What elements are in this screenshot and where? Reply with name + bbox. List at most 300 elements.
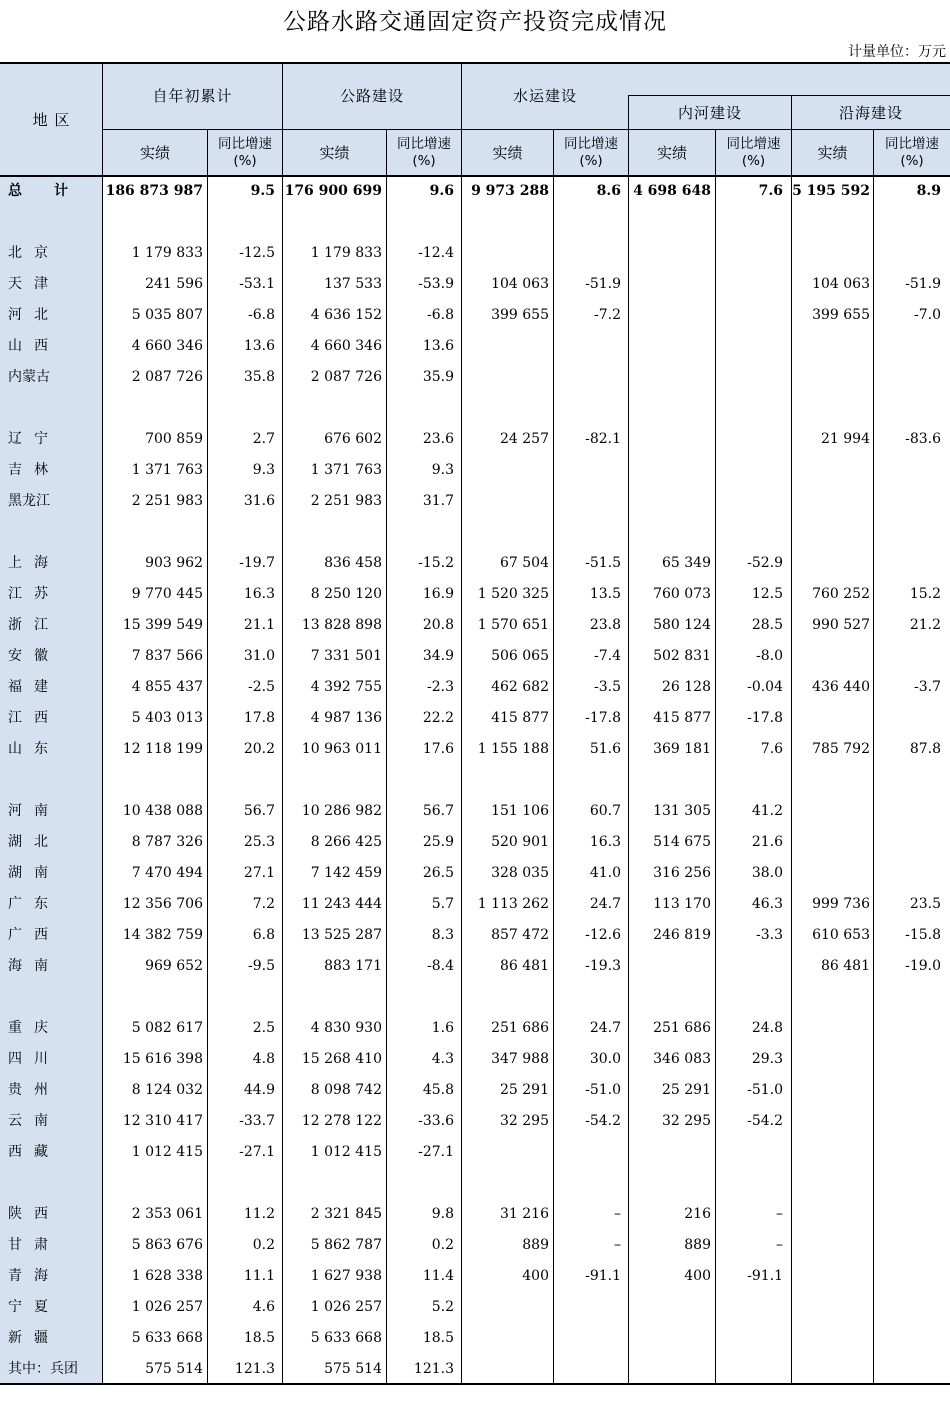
cell-ytd-actual: 903 962 bbox=[145, 555, 203, 571]
cell-inland-actual: 32 295 bbox=[662, 1113, 711, 1129]
cell-inland-actual bbox=[629, 1292, 711, 1323]
cell-water-growth: -54.2 bbox=[585, 1113, 621, 1129]
cell-ytd-growth: 35.8 bbox=[243, 369, 275, 385]
growth-unit: (%) bbox=[412, 152, 436, 169]
cell-coastal-actual bbox=[792, 331, 870, 362]
table-row bbox=[0, 1261, 950, 1292]
cell-ytd-actual: 575 514 bbox=[145, 1361, 203, 1377]
cell-coastal-actual: 399 655 bbox=[812, 307, 870, 323]
cell-inland-growth: 21.6 bbox=[751, 834, 783, 850]
cell-road-growth: 34.9 bbox=[422, 648, 454, 664]
cell-water-actual: 1 570 651 bbox=[477, 617, 549, 633]
cell-coastal-actual bbox=[792, 548, 870, 579]
cell-coastal-actual bbox=[792, 827, 870, 858]
header-water-growth bbox=[554, 129, 628, 176]
cell-ytd-growth: 2.7 bbox=[252, 431, 275, 447]
cell-coastal-growth bbox=[874, 1323, 941, 1354]
cell-ytd-growth: -53.1 bbox=[239, 276, 275, 292]
cell-ytd-growth: 4.6 bbox=[252, 1299, 275, 1315]
rule-water-sub bbox=[629, 95, 950, 96]
cell-inland-actual bbox=[629, 238, 711, 269]
cell-coastal-actual: 104 063 bbox=[812, 276, 870, 292]
cell-water-actual bbox=[462, 486, 549, 517]
cell-water-actual bbox=[462, 362, 549, 393]
cell-road-growth: 20.8 bbox=[422, 617, 454, 633]
region-name: 宁夏 bbox=[8, 1299, 60, 1315]
header-water-actual: 实绩 bbox=[492, 144, 523, 162]
cell-road-growth: 23.6 bbox=[422, 431, 454, 447]
cell-ytd-actual: 7 470 494 bbox=[131, 865, 203, 881]
cell-road-actual: 5 633 668 bbox=[310, 1330, 382, 1346]
cell-road-growth: 11.4 bbox=[422, 1268, 454, 1284]
cell-coastal-growth: 21.2 bbox=[909, 617, 941, 633]
growth-label: 同比增速 bbox=[218, 135, 272, 152]
cell-coastal-growth bbox=[874, 1199, 941, 1230]
cell-inland-actual: 415 877 bbox=[653, 710, 711, 726]
cell-road-actual: 1 371 763 bbox=[310, 462, 382, 478]
cell-water-actual bbox=[462, 1323, 549, 1354]
cell-inland-actual bbox=[629, 424, 711, 455]
region-name: 广东 bbox=[8, 896, 60, 912]
cell-ytd-growth: -2.5 bbox=[248, 679, 275, 695]
cell-coastal-actual bbox=[792, 1199, 870, 1230]
cell-water-actual: 251 686 bbox=[491, 1020, 549, 1036]
cell-road-growth: 17.6 bbox=[422, 741, 454, 757]
cell-coastal-actual bbox=[792, 238, 870, 269]
cell-ytd-growth: 4.8 bbox=[252, 1051, 275, 1067]
cell-inland-actual: 400 bbox=[684, 1268, 711, 1284]
cell-road-actual: 883 171 bbox=[324, 958, 382, 974]
growth-label: 同比增速 bbox=[397, 135, 451, 152]
cell-water-actual: 9 973 288 bbox=[471, 183, 549, 199]
cell-water-actual: 328 035 bbox=[491, 865, 549, 881]
table-row bbox=[0, 1230, 950, 1261]
cell-road-actual: 4 830 930 bbox=[310, 1020, 382, 1036]
cell-coastal-actual: 785 792 bbox=[812, 741, 870, 757]
table-row bbox=[0, 1044, 950, 1075]
cell-water-actual: 151 106 bbox=[491, 803, 549, 819]
cell-road-growth: -53.9 bbox=[418, 276, 454, 292]
cell-road-actual: 1 012 415 bbox=[310, 1144, 382, 1160]
cell-road-actual: 15 268 410 bbox=[301, 1051, 382, 1067]
cell-ytd-growth: 27.1 bbox=[243, 865, 275, 881]
cell-ytd-actual: 5 863 676 bbox=[131, 1237, 203, 1253]
cell-coastal-actual: 5 195 592 bbox=[792, 183, 870, 199]
region-name: 北京 bbox=[8, 245, 60, 261]
cell-ytd-growth: -6.8 bbox=[248, 307, 275, 323]
table-row bbox=[0, 1137, 950, 1168]
table-row bbox=[0, 672, 950, 703]
cell-coastal-actual bbox=[792, 1075, 870, 1106]
cell-coastal-growth bbox=[874, 796, 941, 827]
cell-road-actual: 176 900 699 bbox=[284, 183, 382, 199]
spacer-row bbox=[0, 765, 950, 796]
cell-inland-growth: 29.3 bbox=[751, 1051, 783, 1067]
table-row bbox=[0, 1199, 950, 1230]
cell-coastal-actual bbox=[792, 796, 870, 827]
cell-inland-actual: 514 675 bbox=[653, 834, 711, 850]
cell-coastal-growth bbox=[874, 641, 941, 672]
cell-inland-actual: 246 819 bbox=[653, 927, 711, 943]
cell-ytd-actual: 15 399 549 bbox=[122, 617, 203, 633]
cell-ytd-actual: 7 837 566 bbox=[131, 648, 203, 664]
cell-coastal-growth: 23.5 bbox=[909, 896, 941, 912]
region-name: 云南 bbox=[8, 1113, 60, 1129]
region-name: 总计 bbox=[8, 183, 100, 199]
cell-road-growth: 26.5 bbox=[422, 865, 454, 881]
table-row bbox=[0, 1075, 950, 1106]
cell-coastal-actual: 86 481 bbox=[821, 958, 870, 974]
cell-ytd-growth: 11.2 bbox=[243, 1206, 275, 1222]
cell-ytd-actual: 14 382 759 bbox=[122, 927, 203, 943]
cell-coastal-growth: -19.0 bbox=[905, 958, 941, 974]
table-row bbox=[0, 951, 950, 982]
unit-label: 计量单位：万元 bbox=[848, 44, 946, 60]
cell-inland-actual bbox=[629, 269, 711, 300]
cell-water-growth bbox=[554, 486, 621, 517]
cell-water-growth bbox=[554, 455, 621, 486]
cell-coastal-growth bbox=[874, 1106, 941, 1137]
region-name: 广西 bbox=[8, 927, 60, 943]
cell-ytd-growth: -12.5 bbox=[239, 245, 275, 261]
cell-ytd-actual: 1 371 763 bbox=[131, 462, 203, 478]
cell-road-actual: 4 987 136 bbox=[310, 710, 382, 726]
cell-inland-actual: 316 256 bbox=[653, 865, 711, 881]
cell-inland-growth: -52.9 bbox=[747, 555, 783, 571]
table-row bbox=[0, 455, 950, 486]
cell-coastal-growth bbox=[874, 827, 941, 858]
region-name: 新疆 bbox=[8, 1330, 60, 1346]
header-water: 水运建设 bbox=[512, 87, 577, 105]
cell-water-actual: 347 988 bbox=[491, 1051, 549, 1067]
header-ytd-actual: 实绩 bbox=[139, 144, 170, 162]
cell-ytd-growth: 13.6 bbox=[243, 338, 275, 354]
cell-inland-growth: -91.1 bbox=[747, 1268, 783, 1284]
cell-ytd-growth: 31.6 bbox=[243, 493, 275, 509]
cell-ytd-actual: 10 438 088 bbox=[122, 803, 203, 819]
cell-ytd-growth: 9.5 bbox=[250, 183, 275, 199]
cell-inland-growth: 46.3 bbox=[751, 896, 783, 912]
cell-road-growth: 22.2 bbox=[422, 710, 454, 726]
cell-water-growth: -17.8 bbox=[585, 710, 621, 726]
spacer-row bbox=[0, 982, 950, 1013]
cell-inland-actual bbox=[629, 1137, 711, 1168]
table-row bbox=[0, 1292, 950, 1323]
region-name: 湖南 bbox=[8, 865, 60, 881]
cell-inland-growth: -51.0 bbox=[747, 1082, 783, 1098]
cell-road-growth: 16.9 bbox=[422, 586, 454, 602]
cell-inland-actual: 25 291 bbox=[662, 1082, 711, 1098]
cell-water-growth: 13.5 bbox=[589, 586, 621, 602]
cell-inland-actual: 502 831 bbox=[653, 648, 711, 664]
cell-ytd-growth: 16.3 bbox=[243, 586, 275, 602]
growth-unit: (%) bbox=[900, 152, 924, 169]
region-name: 江西 bbox=[8, 710, 60, 726]
cell-ytd-growth: -19.7 bbox=[239, 555, 275, 571]
cell-road-actual: 4 660 346 bbox=[310, 338, 382, 354]
cell-road-growth: -15.2 bbox=[418, 555, 454, 571]
cell-ytd-actual: 12 356 706 bbox=[122, 896, 203, 912]
cell-inland-actual: 346 083 bbox=[653, 1051, 711, 1067]
cell-road-actual: 2 321 845 bbox=[310, 1206, 382, 1222]
cell-inland-growth bbox=[716, 1354, 783, 1385]
cell-water-actual: 415 877 bbox=[491, 710, 549, 726]
growth-label: 同比增速 bbox=[726, 135, 781, 152]
cell-inland-growth: 38.0 bbox=[751, 865, 783, 881]
table-row bbox=[0, 269, 950, 300]
cell-road-actual: 5 862 787 bbox=[310, 1237, 382, 1253]
cell-road-actual: 13 525 287 bbox=[301, 927, 382, 943]
cell-inland-growth bbox=[716, 1292, 783, 1323]
cell-water-growth bbox=[554, 238, 621, 269]
cell-ytd-actual: 5 403 013 bbox=[131, 710, 203, 726]
cell-water-growth bbox=[554, 1323, 621, 1354]
region-name: 西藏 bbox=[8, 1144, 60, 1160]
region-name: 河南 bbox=[8, 803, 60, 819]
cell-water-growth bbox=[554, 1137, 621, 1168]
cell-road-actual: 8 098 742 bbox=[310, 1082, 382, 1098]
region-name: 安徽 bbox=[8, 648, 60, 664]
region-name: 黑龙江 bbox=[8, 493, 50, 509]
cell-coastal-actual: 999 736 bbox=[812, 896, 870, 912]
cell-ytd-actual: 241 596 bbox=[145, 276, 203, 292]
cell-water-actual: 889 bbox=[522, 1237, 549, 1253]
cell-inland-actual: 26 128 bbox=[662, 679, 711, 695]
cell-ytd-growth: 21.1 bbox=[243, 617, 275, 633]
cell-water-actual: 1 113 262 bbox=[477, 896, 549, 912]
cell-water-actual: 1 520 325 bbox=[477, 586, 549, 602]
cell-ytd-actual: 8 787 326 bbox=[131, 834, 203, 850]
cell-water-actual: 400 bbox=[522, 1268, 549, 1284]
cell-road-actual: 2 251 983 bbox=[310, 493, 382, 509]
cell-ytd-growth: 25.3 bbox=[243, 834, 275, 850]
cell-ytd-actual: 1 179 833 bbox=[131, 245, 203, 261]
cell-coastal-actual bbox=[792, 1323, 870, 1354]
cell-road-growth: 0.2 bbox=[431, 1237, 454, 1253]
region-name: 贵州 bbox=[8, 1082, 60, 1098]
cell-road-growth: 8.3 bbox=[431, 927, 454, 943]
cell-ytd-actual: 1 026 257 bbox=[131, 1299, 203, 1315]
region-name: 其中：兵团 bbox=[8, 1361, 78, 1377]
cell-water-actual: 399 655 bbox=[491, 307, 549, 323]
cell-water-actual bbox=[462, 1137, 549, 1168]
cell-coastal-actual bbox=[792, 1137, 870, 1168]
table-row bbox=[0, 1323, 950, 1354]
cell-coastal-growth bbox=[874, 1230, 941, 1261]
cell-inland-growth bbox=[716, 300, 783, 331]
cell-coastal-actual: 21 994 bbox=[821, 431, 870, 447]
cell-ytd-actual: 4 855 437 bbox=[131, 679, 203, 695]
cell-road-growth: -12.4 bbox=[418, 245, 454, 261]
table-row bbox=[0, 641, 950, 672]
cell-road-growth: -33.6 bbox=[418, 1113, 454, 1129]
cell-water-growth: -91.1 bbox=[585, 1268, 621, 1284]
region-name: 山东 bbox=[8, 741, 60, 757]
cell-water-growth: -19.3 bbox=[585, 958, 621, 974]
cell-inland-growth: 28.5 bbox=[751, 617, 783, 633]
cell-ytd-growth: 7.2 bbox=[252, 896, 275, 912]
table-row bbox=[0, 300, 950, 331]
cell-inland-growth bbox=[716, 269, 783, 300]
cell-inland-actual: 369 181 bbox=[653, 741, 711, 757]
cell-water-growth: -7.4 bbox=[594, 648, 621, 664]
cell-inland-actual: 580 124 bbox=[653, 617, 711, 633]
cell-inland-actual bbox=[629, 300, 711, 331]
cell-water-actual bbox=[462, 331, 549, 362]
table-row bbox=[0, 424, 950, 455]
table-row bbox=[0, 548, 950, 579]
cell-inland-actual bbox=[629, 362, 711, 393]
cell-inland-growth: – bbox=[776, 1206, 783, 1222]
cell-ytd-actual: 8 124 032 bbox=[131, 1082, 203, 1098]
cell-coastal-actual bbox=[792, 1044, 870, 1075]
cell-inland-growth: -8.0 bbox=[756, 648, 783, 664]
total-row bbox=[0, 176, 950, 207]
table-row bbox=[0, 610, 950, 641]
cell-ytd-growth: 56.7 bbox=[243, 803, 275, 819]
cell-road-growth: -2.3 bbox=[427, 679, 454, 695]
table-row bbox=[0, 889, 950, 920]
table-row bbox=[0, 858, 950, 889]
cell-ytd-actual: 15 616 398 bbox=[122, 1051, 203, 1067]
cell-coastal-actual bbox=[792, 1106, 870, 1137]
cell-water-growth: 16.3 bbox=[589, 834, 621, 850]
cell-road-growth: 45.8 bbox=[422, 1082, 454, 1098]
cell-road-growth: 5.2 bbox=[431, 1299, 454, 1315]
cell-road-actual: 1 627 938 bbox=[310, 1268, 382, 1284]
cell-ytd-growth: 44.9 bbox=[243, 1082, 275, 1098]
cell-coastal-growth bbox=[874, 858, 941, 889]
region-name: 福建 bbox=[8, 679, 60, 695]
cell-ytd-growth: -33.7 bbox=[239, 1113, 275, 1129]
table-row bbox=[0, 1354, 950, 1385]
cell-road-growth: 56.7 bbox=[422, 803, 454, 819]
cell-inland-growth bbox=[716, 238, 783, 269]
cell-road-growth: 5.7 bbox=[431, 896, 454, 912]
cell-coastal-actual bbox=[792, 1292, 870, 1323]
cell-inland-actual bbox=[629, 455, 711, 486]
cell-water-growth: 60.7 bbox=[589, 803, 621, 819]
cell-coastal-actual bbox=[792, 641, 870, 672]
cell-road-growth: -27.1 bbox=[418, 1144, 454, 1160]
cell-coastal-actual bbox=[792, 455, 870, 486]
cell-inland-growth: 41.2 bbox=[751, 803, 783, 819]
cell-road-actual: 8 250 120 bbox=[310, 586, 382, 602]
cell-inland-growth bbox=[716, 331, 783, 362]
cell-coastal-actual: 990 527 bbox=[812, 617, 870, 633]
cell-water-actual bbox=[462, 1354, 549, 1385]
cell-ytd-actual: 5 633 668 bbox=[131, 1330, 203, 1346]
cell-water-growth: -51.5 bbox=[585, 555, 621, 571]
cell-water-growth: 24.7 bbox=[589, 1020, 621, 1036]
cell-road-actual: 4 636 152 bbox=[310, 307, 382, 323]
table-body bbox=[0, 176, 950, 1385]
cell-inland-actual bbox=[629, 951, 711, 982]
header-ytd: 自年初累计 bbox=[152, 87, 233, 105]
region-name: 天津 bbox=[8, 276, 60, 292]
cell-coastal-growth bbox=[874, 1292, 941, 1323]
cell-water-actual bbox=[462, 1292, 549, 1323]
header-road-actual: 实绩 bbox=[319, 144, 350, 162]
cell-water-growth: – bbox=[614, 1206, 621, 1222]
cell-road-growth: 9.6 bbox=[429, 183, 454, 199]
cell-coastal-growth bbox=[874, 1354, 941, 1385]
cell-water-actual bbox=[462, 238, 549, 269]
cell-coastal-growth: -51.9 bbox=[905, 276, 941, 292]
cell-road-actual: 12 278 122 bbox=[301, 1113, 382, 1129]
cell-water-growth bbox=[554, 1292, 621, 1323]
header-region: 地 区 bbox=[32, 110, 71, 129]
cell-inland-actual: 65 349 bbox=[662, 555, 711, 571]
cell-coastal-growth bbox=[874, 1137, 941, 1168]
cell-ytd-actual: 1 628 338 bbox=[131, 1268, 203, 1284]
cell-inland-actual: 760 073 bbox=[653, 586, 711, 602]
cell-inland-growth: -3.3 bbox=[756, 927, 783, 943]
cell-coastal-growth: 15.2 bbox=[909, 586, 941, 602]
cell-ytd-actual: 969 652 bbox=[145, 958, 203, 974]
cell-coastal-actual bbox=[792, 1261, 870, 1292]
cell-inland-actual: 113 170 bbox=[653, 896, 711, 912]
cell-ytd-actual: 2 353 061 bbox=[131, 1206, 203, 1222]
cell-road-actual: 7 331 501 bbox=[310, 648, 382, 664]
cell-road-actual: 4 392 755 bbox=[310, 679, 382, 695]
table-row bbox=[0, 920, 950, 951]
region-name: 河北 bbox=[8, 307, 60, 323]
cell-ytd-growth: -27.1 bbox=[239, 1144, 275, 1160]
cell-inland-actual: 216 bbox=[684, 1206, 711, 1222]
region-name: 江苏 bbox=[8, 586, 60, 602]
region-name: 山西 bbox=[8, 338, 60, 354]
growth-label: 同比增速 bbox=[885, 135, 939, 152]
cell-water-actual: 857 472 bbox=[491, 927, 549, 943]
cell-water-actual: 462 682 bbox=[491, 679, 549, 695]
cell-ytd-growth: 17.8 bbox=[243, 710, 275, 726]
region-name: 甘肃 bbox=[8, 1237, 60, 1253]
table-row bbox=[0, 331, 950, 362]
cell-water-growth: – bbox=[614, 1237, 621, 1253]
cell-water-actual: 86 481 bbox=[500, 958, 549, 974]
cell-road-actual: 676 602 bbox=[324, 431, 382, 447]
cell-road-growth: -6.8 bbox=[427, 307, 454, 323]
cell-water-growth: -3.5 bbox=[594, 679, 621, 695]
spacer-row bbox=[0, 1168, 950, 1199]
cell-ytd-growth: -9.5 bbox=[248, 958, 275, 974]
cell-road-actual: 11 243 444 bbox=[301, 896, 382, 912]
region-name: 吉林 bbox=[8, 462, 60, 478]
cell-road-actual: 10 286 982 bbox=[301, 803, 382, 819]
investment-table bbox=[0, 62, 950, 1385]
header-coastal-actual: 实绩 bbox=[817, 144, 848, 162]
cell-water-actual: 1 155 188 bbox=[477, 741, 549, 757]
cell-coastal-actual bbox=[792, 1230, 870, 1261]
cell-water-actual: 31 216 bbox=[500, 1206, 549, 1222]
table-row bbox=[0, 238, 950, 269]
cell-ytd-growth: 31.0 bbox=[243, 648, 275, 664]
cell-coastal-growth: -15.8 bbox=[905, 927, 941, 943]
cell-water-actual: 104 063 bbox=[491, 276, 549, 292]
cell-inland-growth: 24.8 bbox=[751, 1020, 783, 1036]
cell-road-growth: -8.4 bbox=[427, 958, 454, 974]
table-row bbox=[0, 1106, 950, 1137]
header-inland: 内河建设 bbox=[677, 104, 742, 122]
cell-ytd-actual: 186 873 987 bbox=[105, 183, 203, 199]
cell-water-growth: 51.6 bbox=[589, 741, 621, 757]
rule-header-mid bbox=[103, 129, 950, 130]
cell-ytd-growth: 2.5 bbox=[252, 1020, 275, 1036]
cell-coastal-actual: 760 252 bbox=[812, 586, 870, 602]
cell-coastal-growth bbox=[874, 455, 941, 486]
header-inland-growth bbox=[716, 129, 791, 176]
